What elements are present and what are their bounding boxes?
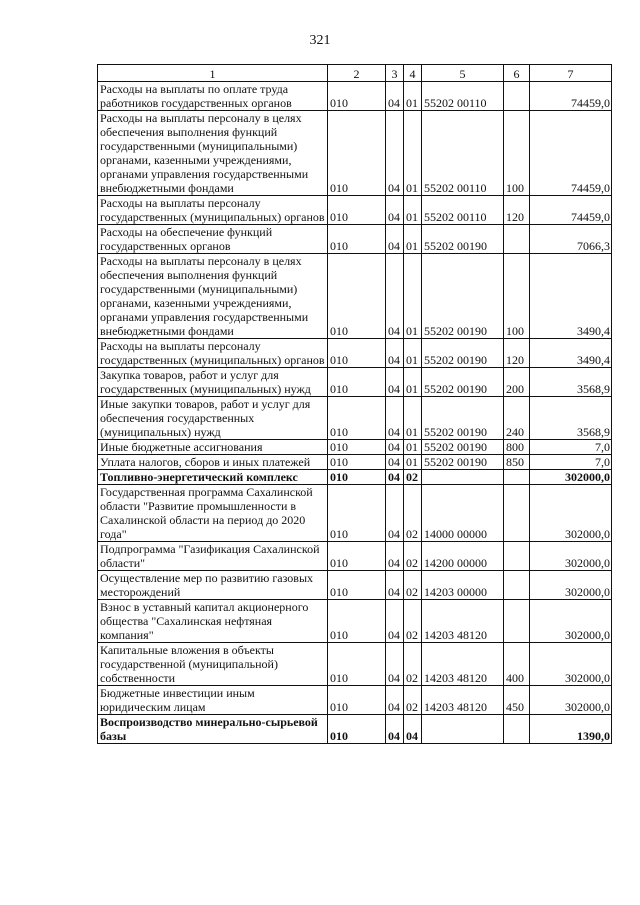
subsection-code-cell: 02	[404, 686, 422, 715]
target-code-cell: 14203 48120	[422, 686, 504, 715]
amount-cell: 3568,9	[530, 397, 612, 440]
amount-cell: 302000,0	[530, 686, 612, 715]
section-code-cell: 04	[386, 485, 404, 542]
expense-type-cell	[504, 470, 530, 485]
expense-type-cell	[504, 82, 530, 111]
row-name-cell: Расходы на выплаты персоналу в целях обеспечения выполнения функций государственными (муниципальными) органами, казенными учреждениями, органами управления государственными внебюджетными фондами	[98, 111, 328, 196]
expense-type-cell: 100	[504, 254, 530, 339]
expense-type-cell	[504, 225, 530, 254]
expense-type-cell	[504, 571, 530, 600]
row-name-cell: Расходы на выплаты персоналу государственных (муниципальных) органов	[98, 196, 328, 225]
subsection-code-cell: 02	[404, 485, 422, 542]
column-header-row	[98, 65, 612, 82]
ministry-code-cell: 010	[328, 225, 386, 254]
expense-type-cell	[504, 715, 530, 744]
section-code-cell: 04	[386, 440, 404, 455]
ministry-code-cell: 010	[328, 600, 386, 643]
section-code-cell: 04	[386, 542, 404, 571]
section-code-cell: 04	[386, 455, 404, 470]
amount-cell: 302000,0	[530, 470, 612, 485]
section-code-cell: 04	[386, 600, 404, 643]
table-row	[98, 643, 612, 686]
subsection-code-cell: 04	[404, 715, 422, 744]
ministry-code-cell: 010	[328, 82, 386, 111]
expense-type-cell	[504, 542, 530, 571]
row-name-cell: Иные закупки товаров, работ и услуг для обеспечения государственных (муниципальных) нужд	[98, 397, 328, 440]
ministry-code-cell: 010	[328, 397, 386, 440]
subsection-code-cell: 01	[404, 339, 422, 368]
table-row	[98, 111, 612, 196]
row-name-cell: Расходы на обеспечение функций государственных органов	[98, 225, 328, 254]
row-name-cell: Расходы на выплаты персоналу государственных (муниципальных) органов	[98, 339, 328, 368]
expense-type-cell: 120	[504, 339, 530, 368]
table-row	[98, 455, 612, 470]
expense-type-cell: 450	[504, 686, 530, 715]
row-name-cell: Государственная программа Сахалинской области "Развитие промышленности в Сахалинской области на период до 2020 года"	[98, 485, 328, 542]
row-name-cell: Бюджетные инвестиции иным юридическим лицам	[98, 686, 328, 715]
amount-cell: 302000,0	[530, 600, 612, 643]
section-code-cell: 04	[386, 82, 404, 111]
ministry-code-cell: 010	[328, 643, 386, 686]
section-code-cell: 04	[386, 339, 404, 368]
section-code-cell: 04	[386, 254, 404, 339]
target-code-cell: 14000 00000	[422, 485, 504, 542]
row-name-cell: Иные бюджетные ассигнования	[98, 440, 328, 455]
amount-cell: 3568,9	[530, 368, 612, 397]
section-code-cell: 04	[386, 196, 404, 225]
subsection-code-cell: 01	[404, 455, 422, 470]
subsection-code-cell: 01	[404, 440, 422, 455]
column-header: 6	[504, 65, 530, 82]
table-row	[98, 254, 612, 339]
column-header: 2	[328, 65, 386, 82]
row-name-cell: Закупка товаров, работ и услуг для государственных (муниципальных) нужд	[98, 368, 328, 397]
amount-cell: 74459,0	[530, 82, 612, 111]
table-row	[98, 542, 612, 571]
subsection-code-cell: 01	[404, 397, 422, 440]
table-row	[98, 571, 612, 600]
column-header: 7	[530, 65, 612, 82]
subsection-code-cell: 01	[404, 225, 422, 254]
subsection-code-cell: 01	[404, 111, 422, 196]
amount-cell: 3490,4	[530, 254, 612, 339]
target-code-cell: 55202 00110	[422, 82, 504, 111]
page-number: 321	[309, 33, 331, 48]
table-body	[98, 82, 612, 744]
ministry-code-cell: 010	[328, 111, 386, 196]
expense-type-cell	[504, 600, 530, 643]
section-code-cell: 04	[386, 111, 404, 196]
subsection-code-cell: 02	[404, 542, 422, 571]
table-row	[98, 368, 612, 397]
subsection-code-cell: 02	[404, 571, 422, 600]
target-code-cell: 55202 00110	[422, 196, 504, 225]
table-row	[98, 440, 612, 455]
target-code-cell: 14203 48120	[422, 600, 504, 643]
column-header: 1	[98, 65, 328, 82]
expense-type-cell: 240	[504, 397, 530, 440]
table-row	[98, 339, 612, 368]
ministry-code-cell: 010	[328, 715, 386, 744]
section-code-cell: 04	[386, 368, 404, 397]
section-code-cell: 04	[386, 397, 404, 440]
amount-cell: 1390,0	[530, 715, 612, 744]
expense-type-cell: 400	[504, 643, 530, 686]
subsection-code-cell: 01	[404, 82, 422, 111]
row-name-cell: Подпрограмма "Газификация Сахалинской области"	[98, 542, 328, 571]
ministry-code-cell: 010	[328, 339, 386, 368]
table-row	[98, 225, 612, 254]
amount-cell: 302000,0	[530, 571, 612, 600]
table-row	[98, 470, 612, 485]
row-name-cell: Расходы на выплаты персоналу в целях обеспечения выполнения функций государственными (муниципальными) органами, казенными учреждениями, органами управления государственными внебюджетными фондами	[98, 254, 328, 339]
row-name-cell: Расходы на выплаты по оплате труда работников государственных органов	[98, 82, 328, 111]
target-code-cell: 55202 00190	[422, 368, 504, 397]
column-header: 4	[404, 65, 422, 82]
section-code-cell: 04	[386, 686, 404, 715]
budget-table	[97, 64, 612, 744]
amount-cell: 3490,4	[530, 339, 612, 368]
amount-cell: 302000,0	[530, 643, 612, 686]
section-code-cell: 04	[386, 571, 404, 600]
ministry-code-cell: 010	[328, 542, 386, 571]
subsection-code-cell: 02	[404, 600, 422, 643]
column-header: 3	[386, 65, 404, 82]
target-code-cell: 14203 48120	[422, 643, 504, 686]
target-code-cell: 55202 00190	[422, 397, 504, 440]
row-name-cell: Топливно-энергетический комплекс	[98, 470, 328, 485]
row-name-cell: Капитальные вложения в объекты государственной (муниципальной) собственности	[98, 643, 328, 686]
table-row	[98, 485, 612, 542]
ministry-code-cell: 010	[328, 686, 386, 715]
expense-type-cell	[504, 485, 530, 542]
section-code-cell: 04	[386, 225, 404, 254]
subsection-code-cell: 01	[404, 368, 422, 397]
section-code-cell: 04	[386, 470, 404, 485]
row-name-cell: Уплата налогов, сборов и иных платежей	[98, 455, 328, 470]
target-code-cell: 55202 00190	[422, 455, 504, 470]
target-code-cell: 55202 00190	[422, 254, 504, 339]
ministry-code-cell: 010	[328, 368, 386, 397]
subsection-code-cell: 01	[404, 196, 422, 225]
column-header: 5	[422, 65, 504, 82]
target-code-cell	[422, 470, 504, 485]
ministry-code-cell: 010	[328, 196, 386, 225]
table-row	[98, 82, 612, 111]
amount-cell: 7,0	[530, 455, 612, 470]
section-code-cell: 04	[386, 643, 404, 686]
target-code-cell	[422, 715, 504, 744]
row-name-cell: Осуществление мер по развитию газовых месторождений	[98, 571, 328, 600]
subsection-code-cell: 01	[404, 254, 422, 339]
target-code-cell: 55202 00190	[422, 440, 504, 455]
ministry-code-cell: 010	[328, 455, 386, 470]
amount-cell: 302000,0	[530, 485, 612, 542]
target-code-cell: 14200 00000	[422, 542, 504, 571]
ministry-code-cell: 010	[328, 254, 386, 339]
section-code-cell: 04	[386, 715, 404, 744]
ministry-code-cell: 010	[328, 470, 386, 485]
expense-type-cell: 200	[504, 368, 530, 397]
table-row	[98, 686, 612, 715]
table-row	[98, 600, 612, 643]
amount-cell: 302000,0	[530, 542, 612, 571]
subsection-code-cell: 02	[404, 643, 422, 686]
expense-type-cell: 800	[504, 440, 530, 455]
table-row	[98, 715, 612, 744]
expense-type-cell: 850	[504, 455, 530, 470]
amount-cell: 7066,3	[530, 225, 612, 254]
ministry-code-cell: 010	[328, 571, 386, 600]
target-code-cell: 55202 00190	[422, 339, 504, 368]
target-code-cell: 55202 00190	[422, 225, 504, 254]
target-code-cell: 14203 00000	[422, 571, 504, 600]
expense-type-cell: 100	[504, 111, 530, 196]
amount-cell: 74459,0	[530, 196, 612, 225]
table-row	[98, 196, 612, 225]
ministry-code-cell: 010	[328, 485, 386, 542]
row-name-cell: Воспроизводство минерально-сырьевой базы	[98, 715, 328, 744]
row-name-cell: Взнос в уставный капитал акционерного общества "Сахалинская нефтяная компания"	[98, 600, 328, 643]
amount-cell: 74459,0	[530, 111, 612, 196]
amount-cell: 7,0	[530, 440, 612, 455]
expense-type-cell: 120	[504, 196, 530, 225]
target-code-cell: 55202 00110	[422, 111, 504, 196]
table-row	[98, 397, 612, 440]
ministry-code-cell: 010	[328, 440, 386, 455]
subsection-code-cell: 02	[404, 470, 422, 485]
